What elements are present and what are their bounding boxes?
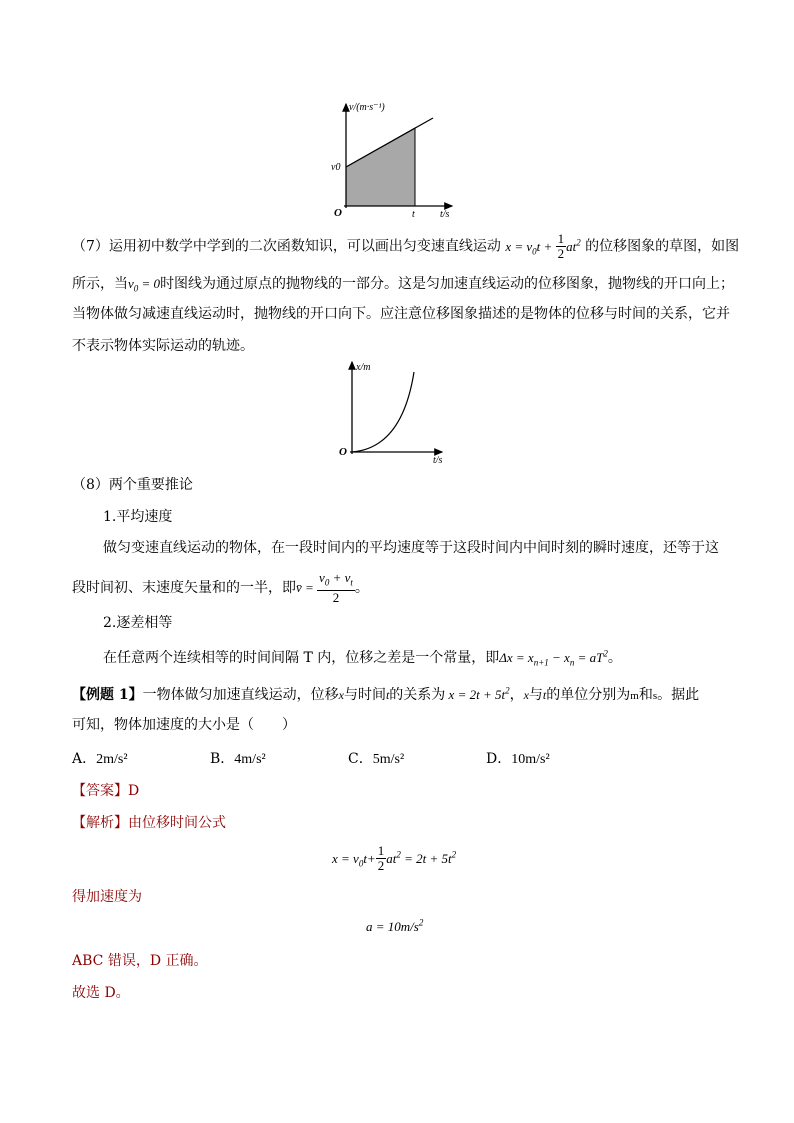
example-tag: 【例题 1】: [72, 687, 143, 703]
answer-line: 【答案】D: [72, 783, 140, 799]
subsection1-line2: 段时间初、末速度矢量和的一半，即v̄ = $\frac{v_0 + v_t}{2}$ 。: [72, 570, 369, 605]
subsection2-title: 2.逐差相等: [103, 615, 173, 631]
section7-line1: （7）运用初中数学中学到的二次函数知识，可以画出匀变速直线运动 $x = v_0t$ + $\frac{1}{2}$ $at^2$ 的位移图象的草图，如图: [72, 231, 740, 261]
t-tick-label: t: [412, 209, 415, 220]
option-a: A．2m/s²: [72, 751, 128, 767]
final-choice-line: 故选 D。: [72, 985, 130, 1001]
subsection2-line1: 在任意两个连续相等的时间间隔 T 内，位移之差是一个常量，即$\Delta x = x_{n+1} - x_n = aT^2$。: [103, 648, 622, 668]
y-axis-label: v/(m·s⁻¹): [349, 102, 385, 113]
subsection1-title: 1.平均速度: [103, 509, 173, 525]
section7-line3: 当物体做匀减速直线运动时，抛物线的开口向下。应注意位移图象描述的是物体的位移与时间的关系，它并: [72, 306, 730, 322]
section7-line2: 所示，当$v_0 = 0$时图线为通过原点的抛物线的一部分。这是匀加速直线运动的位移图象，抛物线的开口向上；: [72, 276, 735, 294]
subsection1-line1: 做匀变速直线运动的物体，在一段时间内的平均速度等于这段时间内中间时刻的瞬时速度，还等于这: [103, 540, 719, 556]
acceleration-label: 得加速度为: [72, 889, 142, 905]
displacement-time-graph: [330, 356, 460, 468]
option-c: C．5m/s²: [348, 751, 405, 767]
v0-label: v0: [331, 162, 341, 173]
velocity-time-graph: [320, 96, 470, 222]
x-axis-label: t/s: [433, 455, 443, 466]
section7-line4: 不表示物体实际运动的轨迹。: [72, 338, 254, 354]
conclusion-line: ABC 错误，D 正确。: [72, 953, 208, 969]
shaded-area: [346, 128, 415, 206]
acceleration-result: $a = 10m/s^2$: [366, 918, 424, 935]
section8-title: （8）两个重要推论: [72, 477, 193, 493]
origin-label: O: [339, 446, 347, 458]
analysis-line: 【解析】由位移时间公式: [72, 815, 226, 831]
y-axis-label: x/m: [356, 362, 371, 373]
example-line1: 【例题 1】一物体做匀加速直线运动，位移x与时间t的关系为 $x = 2t + 5t^2$，x与t的单位分别为m和s。据此: [72, 685, 700, 703]
x-axis-label: t/s: [440, 209, 450, 220]
example-line2: 可知，物体加速度的大小是（ ）: [72, 717, 296, 733]
origin-label: O: [334, 207, 342, 219]
parabola-curve: [352, 372, 414, 452]
option-d: D．10m/s²: [486, 751, 550, 767]
displacement-formula: $x = v_0t+$ $\frac{1}{2}$ $at^2 = 2t + 5t^2$: [332, 843, 457, 873]
option-b: B．4m/s²: [210, 751, 266, 767]
